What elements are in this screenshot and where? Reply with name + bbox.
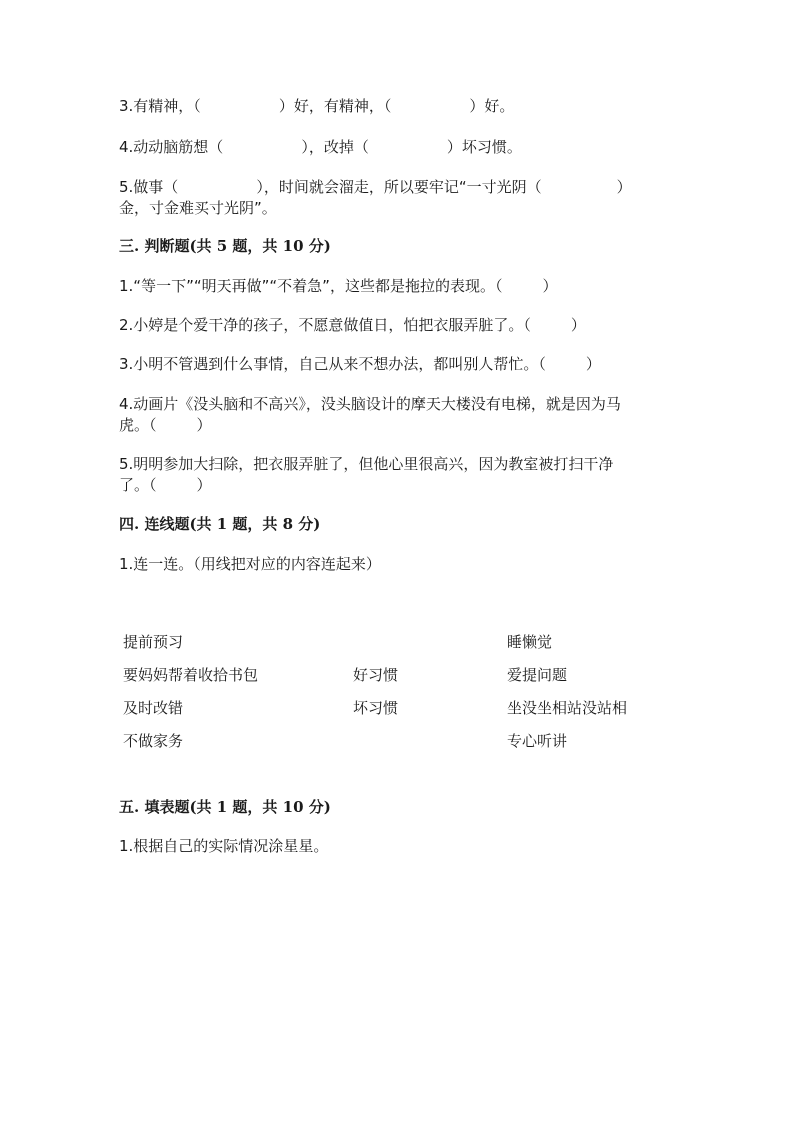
match-left-item[interactable]: 不做家务 <box>123 732 184 750</box>
fill-question-4 <box>119 137 522 157</box>
q5-part-a: 5.做事（ <box>119 178 179 196</box>
match-left-item[interactable]: 提前预习 <box>123 633 184 651</box>
judge-item-3-text: 3.小明不管遇到什么事情，自己从来不想办法，都叫别人帮忙。（ <box>119 355 546 373</box>
match-middle-item[interactable]: 坏习惯 <box>353 699 399 717</box>
q4-part-a: 4.动动脑筋想（ <box>119 138 224 156</box>
q3-part-c: ）好。 <box>469 97 515 115</box>
section-4-instruction: 1.连一连。（用线把对应的内容连起来） <box>119 555 381 573</box>
judge-item-5-close: ） <box>196 476 212 494</box>
match-right-item[interactable]: 睡懒觉 <box>507 633 553 651</box>
match-right-item[interactable]: 专心听讲 <box>507 732 568 750</box>
judge-item-1-text: 1.“等一下”“明天再做”“不着急”，这些都是拖拉的表现。（ <box>119 277 503 295</box>
match-right-item[interactable]: 坐没坐相站没站相 <box>507 699 628 717</box>
q5-part-b: ），时间就会溜走，所以要牢记“一寸光阴（ <box>256 178 542 196</box>
judge-item-2-close: ） <box>570 316 586 334</box>
judge-item-4-line2 <box>119 415 212 435</box>
judge-item-4-line2-text: 虎。（ <box>119 416 157 434</box>
q4-part-c: ）坏习惯。 <box>446 138 522 156</box>
match-left-item[interactable]: 要妈妈帮着收拾书包 <box>123 666 259 684</box>
q4-part-b: ），改掉（ <box>301 138 369 156</box>
section-4-heading: 四. 连线题(共 1 题，共 8 分) <box>119 515 321 533</box>
judge-item-5: 5.明明参加大扫除，把衣服弄脏了，但他心里很高兴，因为教室被打扫干净 <box>119 455 614 473</box>
judge-item-4: 4.动画片《没头脑和不高兴》，没头脑设计的摩天大楼没有电梯，就是因为马 <box>119 395 621 413</box>
judge-item-3 <box>119 354 601 374</box>
section-5-heading: 五. 填表题(共 1 题，共 10 分) <box>119 798 331 816</box>
fill-question-3 <box>119 96 514 116</box>
match-left-item[interactable]: 及时改错 <box>123 699 184 717</box>
section-5-instruction: 1.根据自己的实际情况涂星星。 <box>119 837 329 855</box>
judge-item-5-line2 <box>119 475 212 495</box>
match-right-item[interactable]: 爱提问题 <box>507 666 568 684</box>
section-3-heading: 三. 判断题(共 5 题，共 10 分) <box>119 237 331 255</box>
judge-item-1-close: ） <box>542 277 558 295</box>
q3-part-b: ）好，有精神，（ <box>278 97 392 115</box>
q5-part-c: ） <box>616 178 632 196</box>
judge-item-1 <box>119 276 557 296</box>
match-middle-item[interactable]: 好习惯 <box>353 666 399 684</box>
judge-item-2 <box>119 315 586 335</box>
q3-part-a: 3.有精神，（ <box>119 97 201 115</box>
judge-item-2-text: 2.小婷是个爱干净的孩子，不愿意做值日，怕把衣服弄脏了。（ <box>119 316 531 334</box>
judge-item-3-close: ） <box>585 355 601 373</box>
fill-question-5 <box>119 177 632 197</box>
judge-item-4-close: ） <box>196 416 212 434</box>
fill-question-5-line2: 金，寸金难买寸光阴”。 <box>119 199 277 217</box>
judge-item-5-line2-text: 了。（ <box>119 476 157 494</box>
